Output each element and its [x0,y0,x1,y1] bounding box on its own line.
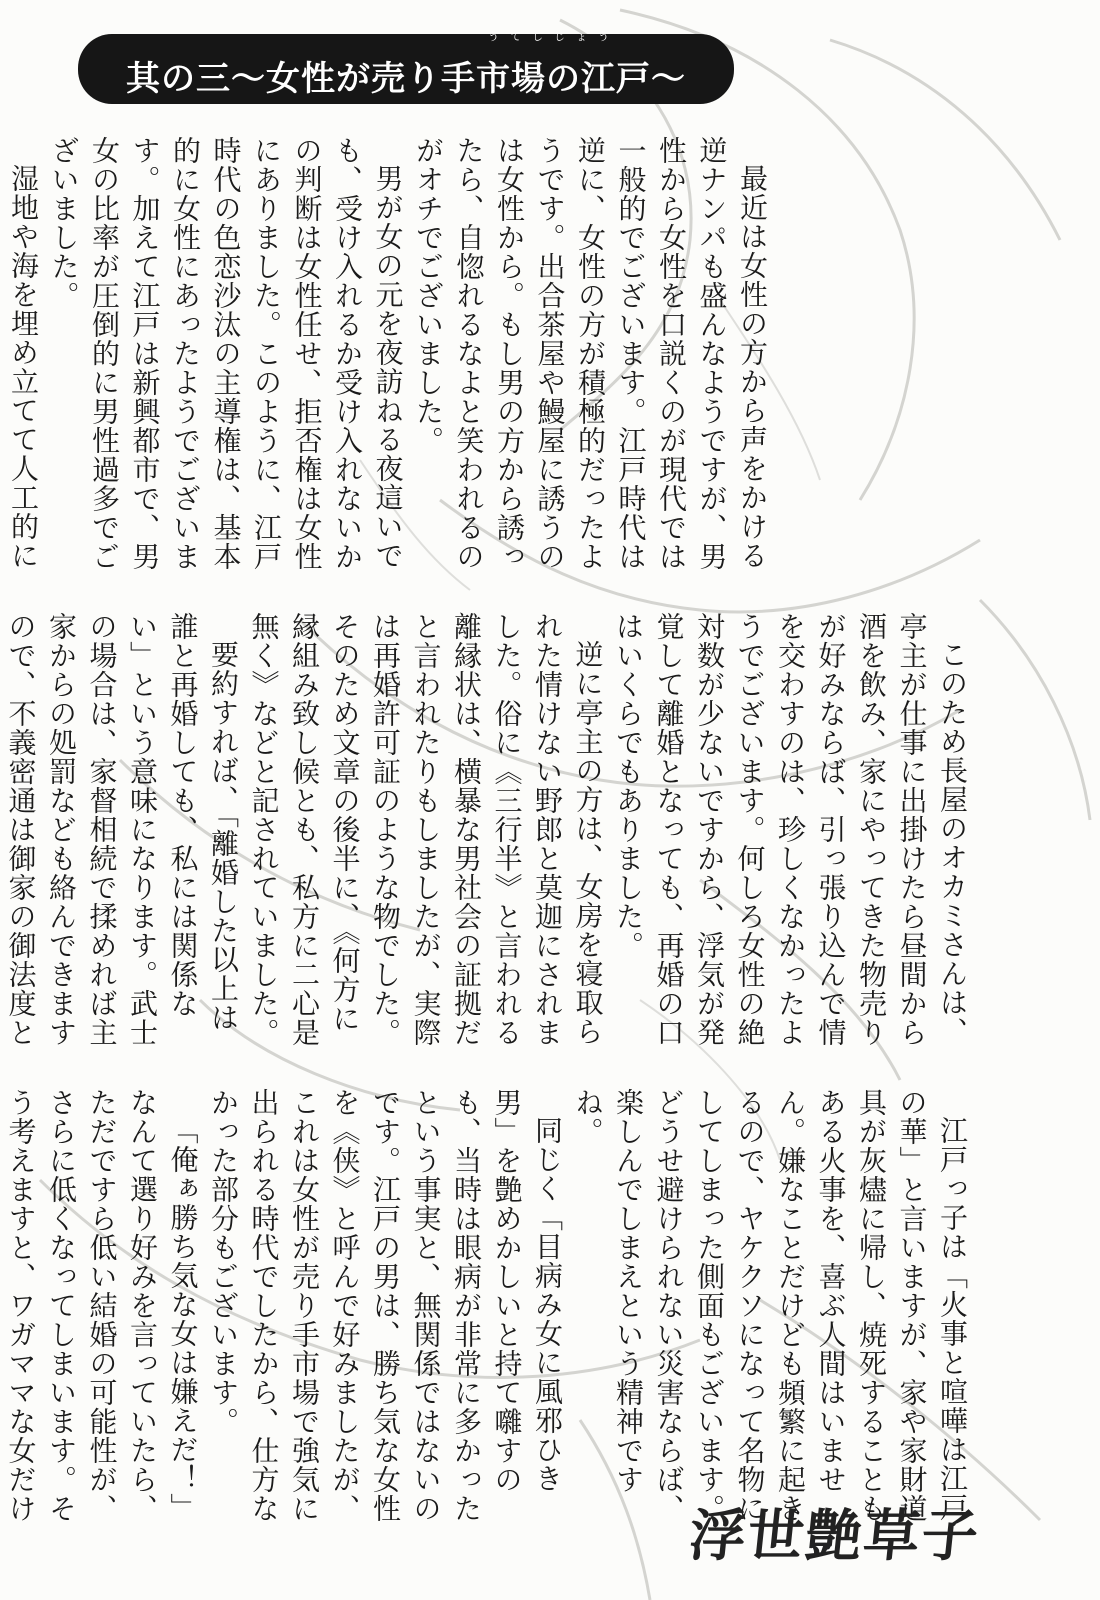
text-block-bottom [4,1088,972,1528]
text-block-top [7,136,772,576]
title-ruby: うてしじょう [488,30,620,43]
title-banner [78,30,734,104]
page-title: 其の三〜女性が売り手市場の江戸〜 [126,58,686,99]
paragraph: 湿地や海を埋め立てて人工的に [7,164,40,570]
paragraph: 最近は女性の方から声をかける逆ナンパも盛んなようですが、男性から女性を口説くのが現代では一般的でございます。江戸時代は逆に、女性の方が積極的だったようです。出合茶屋や鰻屋に誘うのは女性から。もし男の方から誘ったら、自惚れるなよと笑われるのがオチでございました。 [412,136,769,571]
brush-signature: 浮世艶草子 [686,1503,984,1569]
paragraph: 要約すれば、「離婚した以上は誰と再婚しても、私には関係ない」という意味になります。武士の場合は、家督相続で揉めれば主家からの処罰なども絡んできますので、不義密通は御家の御法度と [4,612,240,1047]
paragraph: 逆に亭主の方は、女房を寝取られた情けない野郎と莫迦にされました。俗に《三行半》と言われる離縁状は、横暴な男社会の証拠だと言われたりもしましたが、実際は再婚許可証のような物でした。そのため文章の後半に、《何方に縁組み致し候とも、私方に二心是無く》などと記されていました。 [247,612,605,1047]
paragraph: 同じく「目病み女に風邪ひき男」を艶めかしいと持て囃すのも、当時は眼病が非常に多かったという事実と、無関係ではないのです。江戸の男は、勝ち気な女性を《侠》と呼んで好みましたが、これは女性が売り手市場で強気に出られる時代でしたから、仕方なかった部分もございます。 [207,1088,564,1523]
paragraph: 「俺ぁ勝ち気な女は嫌えだ！」なんて選り好みを言っていたら、ただですら低い結婚の可能性が、さらに低くなってしまいます。そう考えますと、ワガママな女だけ [4,1088,200,1523]
paragraph: 男が女の元を夜訪ねる夜這いでも、受け入れるか受け入れないかの判断は女性任せ、拒否権は女性にありました。このように、江戸時代の色恋沙汰の主導権は、基本的に女性にあったようでございます。加えて江戸は新興都市で、男女の比率が圧倒的に男性過多でございました。 [47,136,405,571]
paragraph: このため長屋のオカミさんは、亭主が仕事に出掛けたら昼間から酒を飲み、家にやってきた物売りが好みならば、引っ張り込んで情を交わすのは、珍しくなかったようでございます。何しろ女性の絶対数が少ないですから、浮気が発覚して離婚となっても、再婚の口はいくらでもありました。 [612,612,969,1047]
text-block-middle [4,612,972,1052]
paragraph: 江戸っ子は「火事と喧嘩は江戸の華」と言いますが、家や家財道具が灰燼に帰し、焼死することもある火事を、喜ぶ人間はいません。嫌なことだけども頻繁に起きるので、ヤケクソになって名物にしてしまった側面もございます。どうせ避けられない災害ならば、楽しんでしまえという精神ですね。 [571,1088,969,1523]
